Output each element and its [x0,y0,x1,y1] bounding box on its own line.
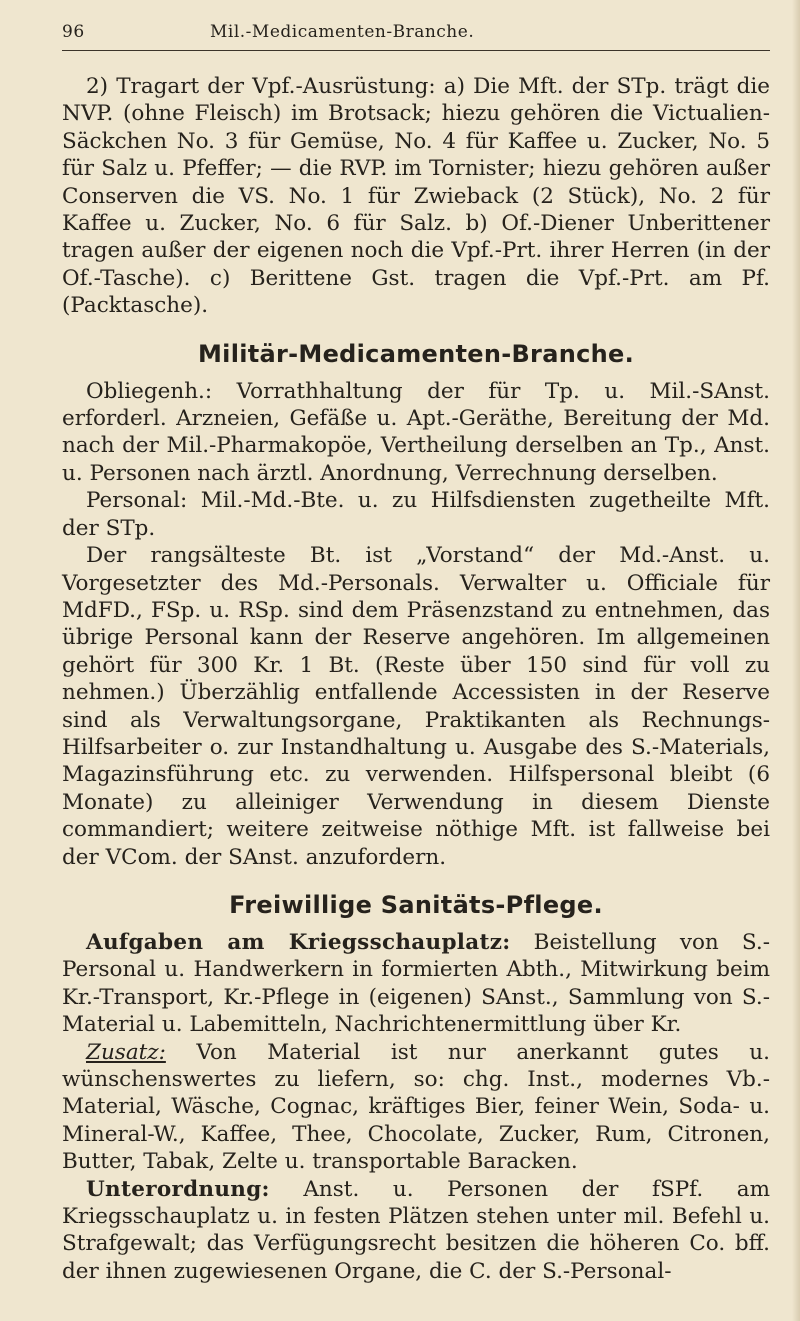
paragraph-tragart: 2) Tragart der Vpf.-Ausrüstung: a) Die Mft. der STp. trägt die NVP. (ohne Fleisch) im Brotsack; hiezu gehören die Victualien-Säckchen No. 3 für Gemüse, No. 4 für Kaffee u. Zucker, No. 5 für Salz u. Pfeffer; — die RVP. im Tornister; hiezu gehören außer Conserven die VS. No. 1 für Zwieback (2 Stück), No. 2 für Kaffee u. Zucker, No. 6 für Salz. b) Of.-Diener Unberittener tragen außer der eigenen noch die Vpf.-Prt. ihrer Herren (in der Of.-Tasche). c) Berittene Gst. tragen die Vpf.-Prt. am Pf. (Packtasche). [62,74,770,319]
paragraph-text-aufgaben: Beistellung von S.-Personal u. Handwerkern in formierten Abth., Mitwirkung beim Kr.-Transport, Kr.-Pflege in (eigenen) SAnst., Sammlung von S.-Material u. Labemitteln, Nachrichtenermittlung über Kr. [62,929,770,1038]
paragraph-text-zusatz: Von Material ist nur anerkannt gutes u. wünschenswertes zu liefern, so: chg. Inst., modernes Vb.-Material, Wäsche, Cognac, kräftiges Bier, feiner Wein, Soda- u. Mineral-W., Kaffee, Thee, Chocolate, Zucker, Rum, Citronen, Butter, Tabak, Zelte u. transportable Baracken. [62,1039,770,1175]
paragraph-lead-zusatz: Zusatz: [86,1039,166,1065]
paragraph-obliegenheiten: Obliegenh.: Vorrathhaltung der für Tp. u. Mil.-SAnst. erforderl. Arzneien, Gefäße u. Apt.-Geräthe, Bereitung der Md. nach der Mil.-Pharmakopöe, Vertheilung derselben an Tp., Anst. u. Personen nach ärztl. Anordnung, Verrechnung derselben. [62,378,770,486]
running-title: Mil.-Medicamenten-Branche. [210,22,475,42]
section-heading-medicamenten: Militär-Medicamenten-Branche. [197,339,634,368]
page-edge-shadow [792,0,800,1321]
paragraph-aufgaben [62,929,770,1039]
paragraph-unterordnung [62,1176,770,1286]
paragraph-personal: Personal: Mil.-Md.-Bte. u. zu Hilfsdiensten zugetheilte Mft. der STp. [62,488,770,541]
section-heading-sanitaets-pflege: Freiwillige Sanitäts-Pflege. [229,890,603,919]
paragraph-lead-aufgaben: Aufgaben am Kriegsschauplatz: [86,929,511,955]
paragraph-vorstand: Der rangsälteste Bt. ist „Vorstand“ der Md.-Anst. u. Vorgesetzter des Md.-Personals. Verwalter u. Officiale für MdFD., FSp. u. RSp. sind dem Präsenzstand zu entnehmen, das übrige Personal kann der Reserve angehören. Im allgemeinen gehört für 300 Kr. 1 Bt. (Reste über 150 sind für voll zu nehmen.) Überzählig entfallende Accessisten in der Reserve sind als Verwaltungsorgane, Praktikanten als Rechnungs-Hilfsarbeiter o. zur Instandhaltung u. Ausgabe des S.-Materials, Magazinsführung etc. zu verwenden. Hilfspersonal bleibt (6 Monate) zu alleiniger Verwendung in diesem Dienste commandiert; weitere zeitweise nöthige Mft. ist fallweise bei der VCom. der SAnst. anzufordern. [62,543,770,870]
paragraph-zusatz [62,1039,770,1176]
paragraph-lead-unterordnung: Unterordnung: [86,1176,270,1202]
page-header [62,22,770,51]
page-number: 96 [62,22,85,42]
paragraph-text-unterordnung: Anst. u. Personen der fSPf. am Kriegsschauplatz u. in festen Plätzen stehen unter mil. Befehl u. Strafgewalt; das Verfügungsrecht besitzen die höheren Co. bff. der ihnen zugewiesenen Organe, die C. der S.-Personal- [62,1176,770,1284]
